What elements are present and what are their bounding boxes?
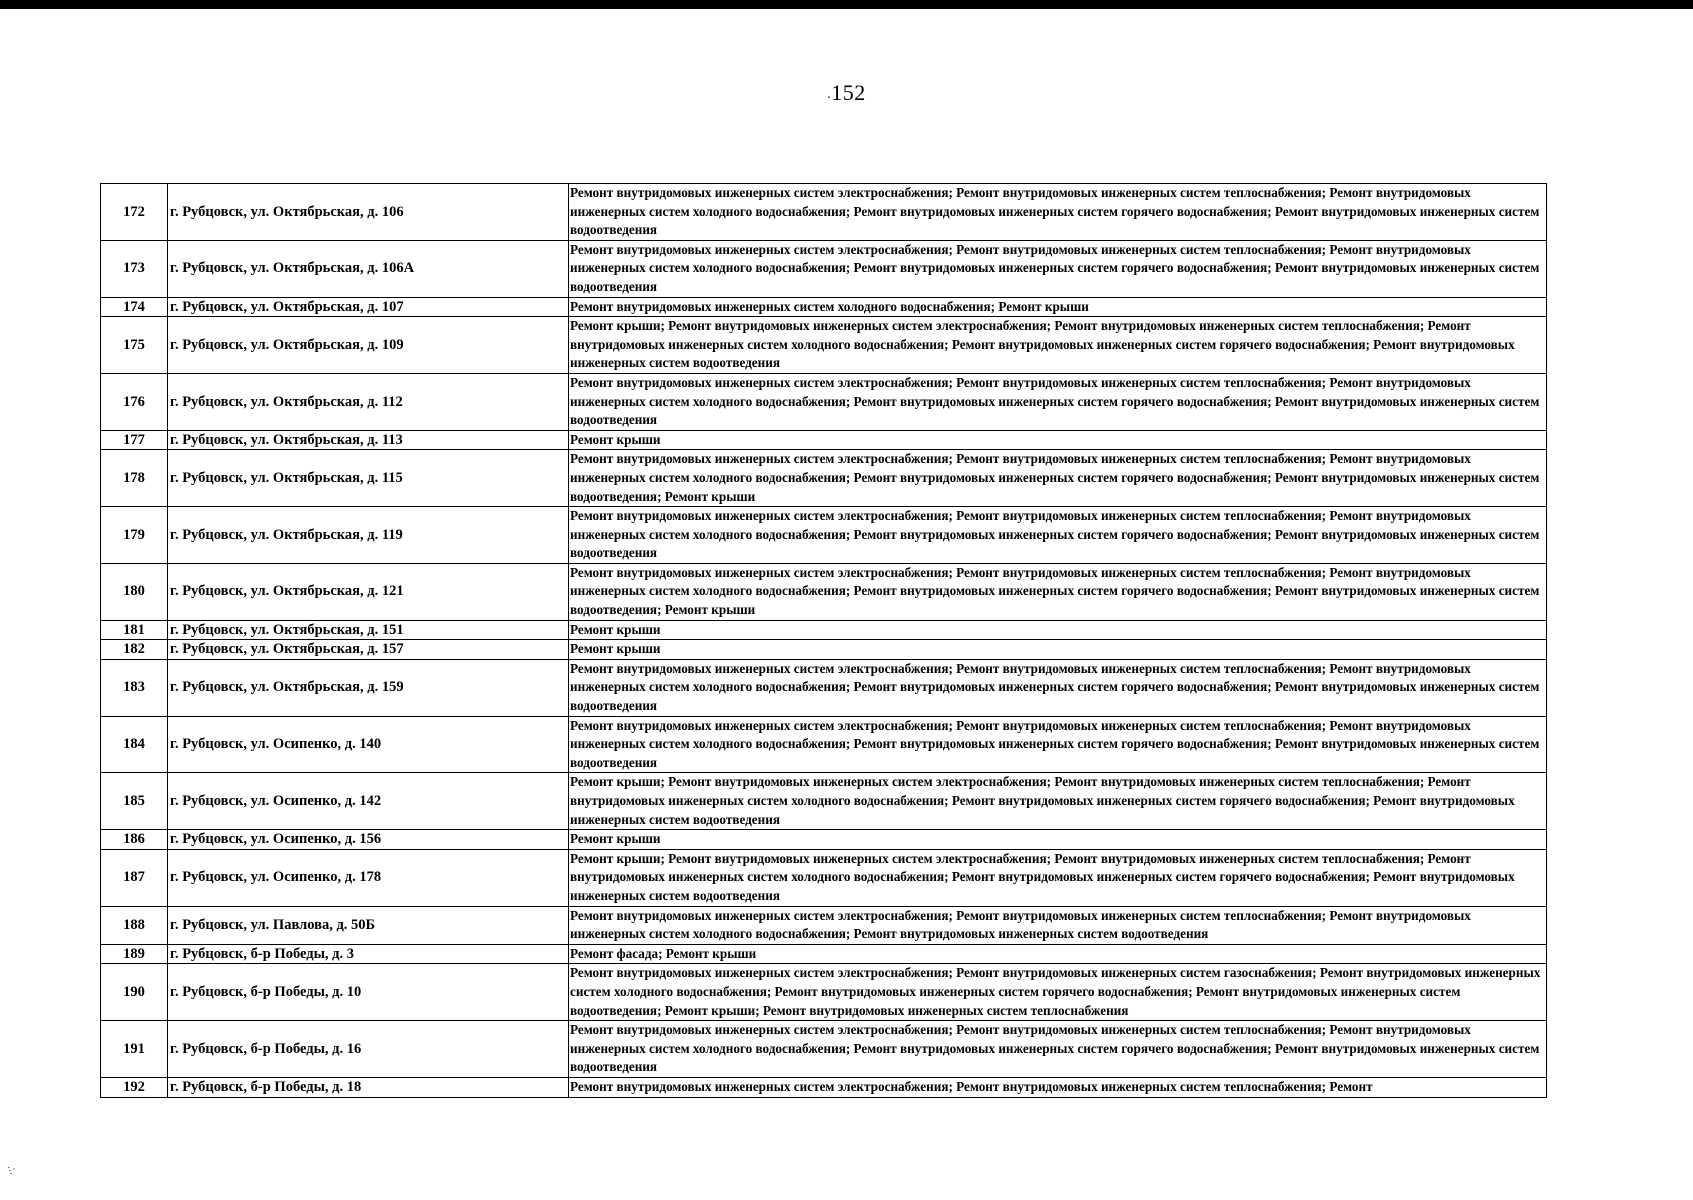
address-cell: г. Рубцовск, ул. Осипенко, д. 140: [168, 716, 569, 773]
table-row: [101, 297, 1547, 317]
address-cell: г. Рубцовск, б-р Победы, д. 10: [168, 964, 569, 1021]
scan-top-border: [0, 0, 1693, 9]
table-row: [101, 563, 1547, 620]
address-cell: г. Рубцовск, ул. Октябрьская, д. 106: [168, 184, 569, 241]
row-number-cell: 184: [101, 716, 168, 773]
table-row: [101, 450, 1547, 507]
repair-works-cell: Ремонт внутридомовых инженерных систем электроснабжения; Ремонт внутридомовых инженерных систем газоснабжения; Ремонт внутридомовых инженерных систем холодного водоснабжения; Ремонт внутридомовых инженерных систем горячего водоснабжения; Ремонт внутридомовых инженерных систем водоотведения; Ремонт крыши; Ремонт внутридомовых инженерных систем теплоснабжения: [569, 964, 1547, 1021]
repair-works-cell: Ремонт крыши: [569, 830, 1547, 850]
repair-works-cell: Ремонт внутридомовых инженерных систем электроснабжения; Ремонт внутридомовых инженерных систем теплоснабжения; Ремонт внутридомовых инженерных систем холодного водоснабжения; Ремонт внутридомовых инженерных систем горячего водоснабжения; Ремонт внутридомовых инженерных систем водоотведения: [569, 659, 1547, 716]
row-number-cell: 183: [101, 659, 168, 716]
row-number-cell: 174: [101, 297, 168, 317]
address-cell: г. Рубцовск, ул. Октябрьская, д. 157: [168, 640, 569, 660]
address-cell: г. Рубцовск, ул. Осипенко, д. 142: [168, 773, 569, 830]
row-number-cell: 181: [101, 620, 168, 640]
table-row: [101, 430, 1547, 450]
table-row: [101, 716, 1547, 773]
row-number-cell: 177: [101, 430, 168, 450]
row-number-cell: 189: [101, 944, 168, 964]
repair-works-cell: Ремонт внутридомовых инженерных систем электроснабжения; Ремонт внутридомовых инженерных систем теплоснабжения; Ремонт внутридомовых инженерных систем холодного водоснабжения; Ремонт внутридомовых инженерных систем горячего водоснабжения; Ремонт внутридомовых инженерных систем водоотведения: [569, 184, 1547, 241]
page-number: [0, 80, 1693, 106]
page-number-dot: .: [827, 87, 832, 102]
address-cell: г. Рубцовск, ул. Октябрьская, д. 109: [168, 317, 569, 374]
address-cell: г. Рубцовск, ул. Октябрьская, д. 121: [168, 563, 569, 620]
address-cell: г. Рубцовск, б-р Победы, д. 3: [168, 944, 569, 964]
row-number-cell: 172: [101, 184, 168, 241]
row-number-cell: 187: [101, 849, 168, 906]
address-cell: г. Рубцовск, ул. Октябрьская, д. 113: [168, 430, 569, 450]
repair-works-cell: Ремонт внутридомовых инженерных систем электроснабжения; Ремонт внутридомовых инженерных систем теплоснабжения; Ремонт внутридомовых инженерных систем холодного водоснабжения; Ремонт внутридомовых инженерных систем горячего водоснабжения; Ремонт внутридомовых инженерных систем водоотведения: [569, 507, 1547, 564]
row-number-cell: 173: [101, 240, 168, 297]
table-row: [101, 906, 1547, 944]
repair-works-cell: Ремонт внутридомовых инженерных систем электроснабжения; Ремонт внутридомовых инженерных систем теплоснабжения; Ремонт: [569, 1077, 1547, 1097]
repair-works-cell: Ремонт внутридомовых инженерных систем электроснабжения; Ремонт внутридомовых инженерных систем теплоснабжения; Ремонт внутридомовых инженерных систем холодного водоснабжения; Ремонт внутридомовых инженерных систем горячего водоснабжения; Ремонт внутридомовых инженерных систем водоотведения; Ремонт крыши: [569, 450, 1547, 507]
address-cell: г. Рубцовск, ул. Октябрьская, д. 159: [168, 659, 569, 716]
address-cell: г. Рубцовск, ул. Октябрьская, д. 112: [168, 373, 569, 430]
table-row: [101, 507, 1547, 564]
repair-works-cell: Ремонт внутридомовых инженерных систем электроснабжения; Ремонт внутридомовых инженерных систем теплоснабжения; Ремонт внутридомовых инженерных систем холодного водоснабжения; Ремонт внутридомовых инженерных систем горячего водоснабжения; Ремонт внутридомовых инженерных систем водоотведения: [569, 1021, 1547, 1078]
repair-works-cell: Ремонт крыши; Ремонт внутридомовых инженерных систем электроснабжения; Ремонт внутридомовых инженерных систем теплоснабжения; Ремонт внутридомовых инженерных систем холодного водоснабжения; Ремонт внутридомовых инженерных систем горячего водоснабжения; Ремонт внутридомовых инженерных систем водоотведения: [569, 849, 1547, 906]
table-row: [101, 1021, 1547, 1078]
table-row: [101, 373, 1547, 430]
row-number-cell: 175: [101, 317, 168, 374]
repair-works-table: [100, 183, 1547, 1098]
address-cell: г. Рубцовск, ул. Осипенко, д. 156: [168, 830, 569, 850]
address-cell: г. Рубцовск, ул. Осипенко, д. 178: [168, 849, 569, 906]
repair-works-cell: Ремонт крыши; Ремонт внутридомовых инженерных систем электроснабжения; Ремонт внутридомовых инженерных систем теплоснабжения; Ремонт внутридомовых инженерных систем холодного водоснабжения; Ремонт внутридомовых инженерных систем горячего водоснабжения; Ремонт внутридомовых инженерных систем водоотведения: [569, 317, 1547, 374]
table-row: [101, 1077, 1547, 1097]
row-number-cell: 182: [101, 640, 168, 660]
table-row: [101, 640, 1547, 660]
repair-works-cell: Ремонт внутридомовых инженерных систем электроснабжения; Ремонт внутридомовых инженерных систем теплоснабжения; Ремонт внутридомовых инженерных систем холодного водоснабжения; Ремонт внутридомовых инженерных систем горячего водоснабжения; Ремонт внутридомовых инженерных систем водоотведения: [569, 716, 1547, 773]
repair-works-cell: Ремонт крыши: [569, 640, 1547, 660]
row-number-cell: 191: [101, 1021, 168, 1078]
row-number-cell: 185: [101, 773, 168, 830]
address-cell: г. Рубцовск, ул. Октябрьская, д. 106А: [168, 240, 569, 297]
address-cell: г. Рубцовск, ул. Октябрьская, д. 115: [168, 450, 569, 507]
row-number-cell: 188: [101, 906, 168, 944]
address-cell: г. Рубцовск, ул. Павлова, д. 50Б: [168, 906, 569, 944]
table-row: [101, 944, 1547, 964]
margin-scan-mark: .:.: [4, 1162, 22, 1177]
repair-works-cell: Ремонт внутридомовых инженерных систем электроснабжения; Ремонт внутридомовых инженерных систем теплоснабжения; Ремонт внутридомовых инженерных систем холодного водоснабжения; Ремонт внутридомовых инженерных систем горячего водоснабжения; Ремонт внутридомовых инженерных систем водоотведения: [569, 240, 1547, 297]
repair-works-cell: Ремонт внутридомовых инженерных систем холодного водоснабжения; Ремонт крыши: [569, 297, 1547, 317]
repair-works-cell: Ремонт крыши; Ремонт внутридомовых инженерных систем электроснабжения; Ремонт внутридомовых инженерных систем теплоснабжения; Ремонт внутридомовых инженерных систем холодного водоснабжения; Ремонт внутридомовых инженерных систем горячего водоснабжения; Ремонт внутридомовых инженерных систем водоотведения: [569, 773, 1547, 830]
row-number-cell: 186: [101, 830, 168, 850]
repair-works-table-body: [101, 184, 1547, 1098]
row-number-cell: 180: [101, 563, 168, 620]
row-number-cell: 178: [101, 450, 168, 507]
table-row: [101, 849, 1547, 906]
table-row: [101, 240, 1547, 297]
table-row: [101, 773, 1547, 830]
table-row: [101, 659, 1547, 716]
repair-works-cell: Ремонт фасада; Ремонт крыши: [569, 944, 1547, 964]
address-cell: г. Рубцовск, ул. Октябрьская, д. 107: [168, 297, 569, 317]
table-row: [101, 317, 1547, 374]
repair-works-cell: Ремонт крыши: [569, 620, 1547, 640]
row-number-cell: 192: [101, 1077, 168, 1097]
row-number-cell: 176: [101, 373, 168, 430]
page-number-value: 152: [831, 80, 866, 105]
row-number-cell: 190: [101, 964, 168, 1021]
address-cell: г. Рубцовск, ул. Октябрьская, д. 151: [168, 620, 569, 640]
address-cell: г. Рубцовск, б-р Победы, д. 18: [168, 1077, 569, 1097]
repair-works-cell: Ремонт внутридомовых инженерных систем электроснабжения; Ремонт внутридомовых инженерных систем теплоснабжения; Ремонт внутридомовых инженерных систем холодного водоснабжения; Ремонт внутридомовых инженерных систем горячего водоснабжения; Ремонт внутридомовых инженерных систем водоотведения: [569, 373, 1547, 430]
row-number-cell: 179: [101, 507, 168, 564]
address-cell: г. Рубцовск, б-р Победы, д. 16: [168, 1021, 569, 1078]
table-row: [101, 830, 1547, 850]
repair-works-cell: Ремонт внутридомовых инженерных систем электроснабжения; Ремонт внутридомовых инженерных систем теплоснабжения; Ремонт внутридомовых инженерных систем холодного водоснабжения; Ремонт внутридомовых инженерных систем горячего водоснабжения; Ремонт внутридомовых инженерных систем водоотведения; Ремонт крыши: [569, 563, 1547, 620]
table-row: [101, 620, 1547, 640]
repair-works-cell: Ремонт внутридомовых инженерных систем электроснабжения; Ремонт внутридомовых инженерных систем теплоснабжения; Ремонт внутридомовых инженерных систем холодного водоснабжения; Ремонт внутридомовых инженерных систем водоотведения: [569, 906, 1547, 944]
table-row: [101, 964, 1547, 1021]
address-cell: г. Рубцовск, ул. Октябрьская, д. 119: [168, 507, 569, 564]
table-row: [101, 184, 1547, 241]
repair-works-cell: Ремонт крыши: [569, 430, 1547, 450]
